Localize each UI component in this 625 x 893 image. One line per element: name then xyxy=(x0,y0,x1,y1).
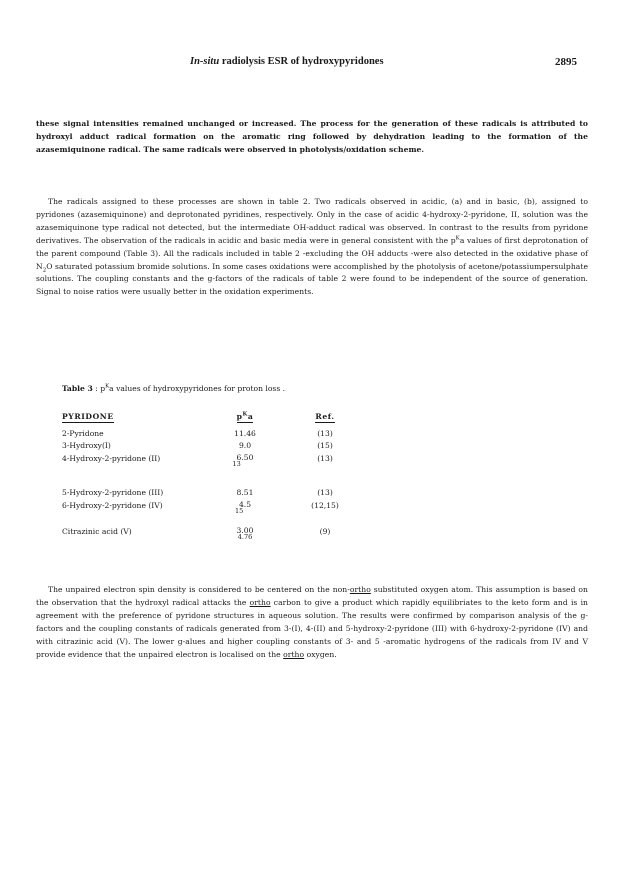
header-pka-sup: K xyxy=(242,411,248,418)
cell-pka-first: 3.00 xyxy=(236,525,254,535)
paragraph-2-part2: a values of first deprotonation of the parent compound (Table 3). All the radicals included in table 2 -excluding the OH adducts -were also detected in the oxidative phase of N xyxy=(36,235,588,271)
header-pka-a: a xyxy=(247,412,254,421)
paragraph-2-part3: O saturated potassium bromide solutions. In some cases oxidations were accomplished by the photolysis of acetone/potassiumpersulphate solutions. The coupling constants and the g-factors of the radicals of table 2 were found to be independent of the source of generation. Signal to noise ratios were usually better in the oxidation experiments. xyxy=(36,261,588,297)
cell-ref: (13) xyxy=(317,428,333,438)
cell-compound: 6-Hydroxy-2-pyridone (IV) xyxy=(62,500,163,510)
cell-pka: 8.51 xyxy=(236,488,254,497)
cell-pka-second: 13 xyxy=(232,460,241,468)
cell-pka-first: 6.50 xyxy=(236,452,254,462)
header-pka-p: p xyxy=(236,412,243,421)
pka-superscript: K xyxy=(455,235,460,242)
cell-ref: (9) xyxy=(319,526,331,536)
paragraph-3-t4: oxygen. xyxy=(304,649,337,659)
header-compound xyxy=(62,412,210,425)
cell-pka-second: 4.76 xyxy=(237,533,253,541)
table-3-caption-pre: : p xyxy=(92,384,106,393)
cell-compound: Citrazinic acid (V) xyxy=(62,526,132,536)
paragraph-3-t2: substituted oxygen atom. This assumption is based on the observation that the hydroxyl radical attacks the xyxy=(36,585,588,607)
paragraph-3 xyxy=(36,584,588,661)
cell-compound: 4-Hydroxy-2-pyridone (II) xyxy=(62,453,161,463)
header-ref xyxy=(280,412,370,425)
running-title-rest: radiolysis ESR of hydroxypyridones xyxy=(219,56,384,67)
header-ref-text: Ref. xyxy=(315,412,335,421)
cell-compound: 3-Hydroxy(I) xyxy=(62,441,111,450)
cell-pka xyxy=(210,454,280,476)
paragraph-2 xyxy=(36,196,588,299)
table-row xyxy=(62,454,370,476)
cell-pka xyxy=(210,527,280,549)
table-3-caption-post: a values of hydroxypyridones for proton loss . xyxy=(109,384,286,393)
table-3-caption-sup: K xyxy=(105,383,110,390)
header-pka xyxy=(210,412,280,425)
cell-compound: 2-Pyridone xyxy=(62,428,104,438)
cell-ref: (15) xyxy=(317,441,333,450)
page-number: 2895 xyxy=(555,56,577,68)
ortho-underlined: ortho xyxy=(349,585,371,594)
table-row xyxy=(62,501,370,523)
cell-pka-first: 4.5 xyxy=(238,499,252,509)
running-title xyxy=(190,56,384,67)
table-3-label: Table 3 xyxy=(62,384,93,393)
cell-ref: (13) xyxy=(317,453,333,463)
cell-pka xyxy=(210,501,280,523)
paragraph-3-t1: The unpaired electron spin density is considered to be centered on the non- xyxy=(48,585,350,594)
table-row xyxy=(62,441,370,454)
paragraph-1 xyxy=(36,118,588,157)
header-compound-text: PYRIDONE xyxy=(62,412,114,421)
cell-pka-second: 15 xyxy=(234,507,244,515)
cell-compound: 5-Hydroxy-2-pyridone (III) xyxy=(62,488,164,497)
pka-stack xyxy=(234,499,252,516)
table-3-caption xyxy=(62,384,285,393)
table-row xyxy=(62,527,370,549)
table-3 xyxy=(62,412,370,549)
cell-ref: (13) xyxy=(317,488,333,497)
n2o-subscript: 2 xyxy=(42,267,47,274)
header-pka-text xyxy=(237,412,254,423)
running-head xyxy=(0,56,625,70)
paragraph-2-part1: The radicals assigned to these processes are shown in table 2. Two radicals observed in acidic, (a) and in basic, (b), assigned to pyridones (azasemiquinone) and deprotonated pyridines, respectively. Only in the case of acidic 4-hydroxy-2-pyridone, II, solution was the azasemiquinone type radical not detected, but the intermediate OH-adduct radical was observed. In contrast to the results from pyridone derivatives. The observation of the radicals in acidic and basic media were in general consistent with the p xyxy=(36,197,588,245)
paragraph-1-text: these signal intensities remained unchanged or increased. The process for the generation of these radicals is attributed to hydroxyl adduct radical formation on the aromatic ring followed by dehydration leading to the formation of the azasemiquinone radical. The same radicals were observed in photolysis/oxidation scheme. xyxy=(36,119,588,154)
paragraph-3-t3: carbon to give a product which rapidly equilibriates to the keto form and is in agreement with the preference of pyridone structures in aqueous solution. The results were confirmed by comparison analysis of the g-factors and the coupling constants of radicals generated from 3-(I), 4-(II) and 5-hydroxy-2-pyridone (III) with 6-hydroxy-2-pyridone (IV) and with citrazinic acid (V). The lower g-alues and higher coupling constants of 3- and 5 -aromatic hydrogens of the radicals from IV and V provide evidence that the unpaired electron is localised on the xyxy=(36,597,588,659)
table-header-row xyxy=(62,412,370,425)
running-title-italic: In-situ xyxy=(190,56,220,67)
table-row xyxy=(62,488,370,501)
pka-stack xyxy=(232,452,254,469)
cell-pka: 9.0 xyxy=(238,441,252,450)
ortho-underlined: ortho xyxy=(283,649,305,659)
cell-pka: 11.46 xyxy=(234,428,256,438)
table-row xyxy=(62,429,370,442)
cell-ref: (12,15) xyxy=(311,500,339,510)
pka-stack xyxy=(237,527,254,542)
ortho-underlined: ortho xyxy=(249,597,271,607)
